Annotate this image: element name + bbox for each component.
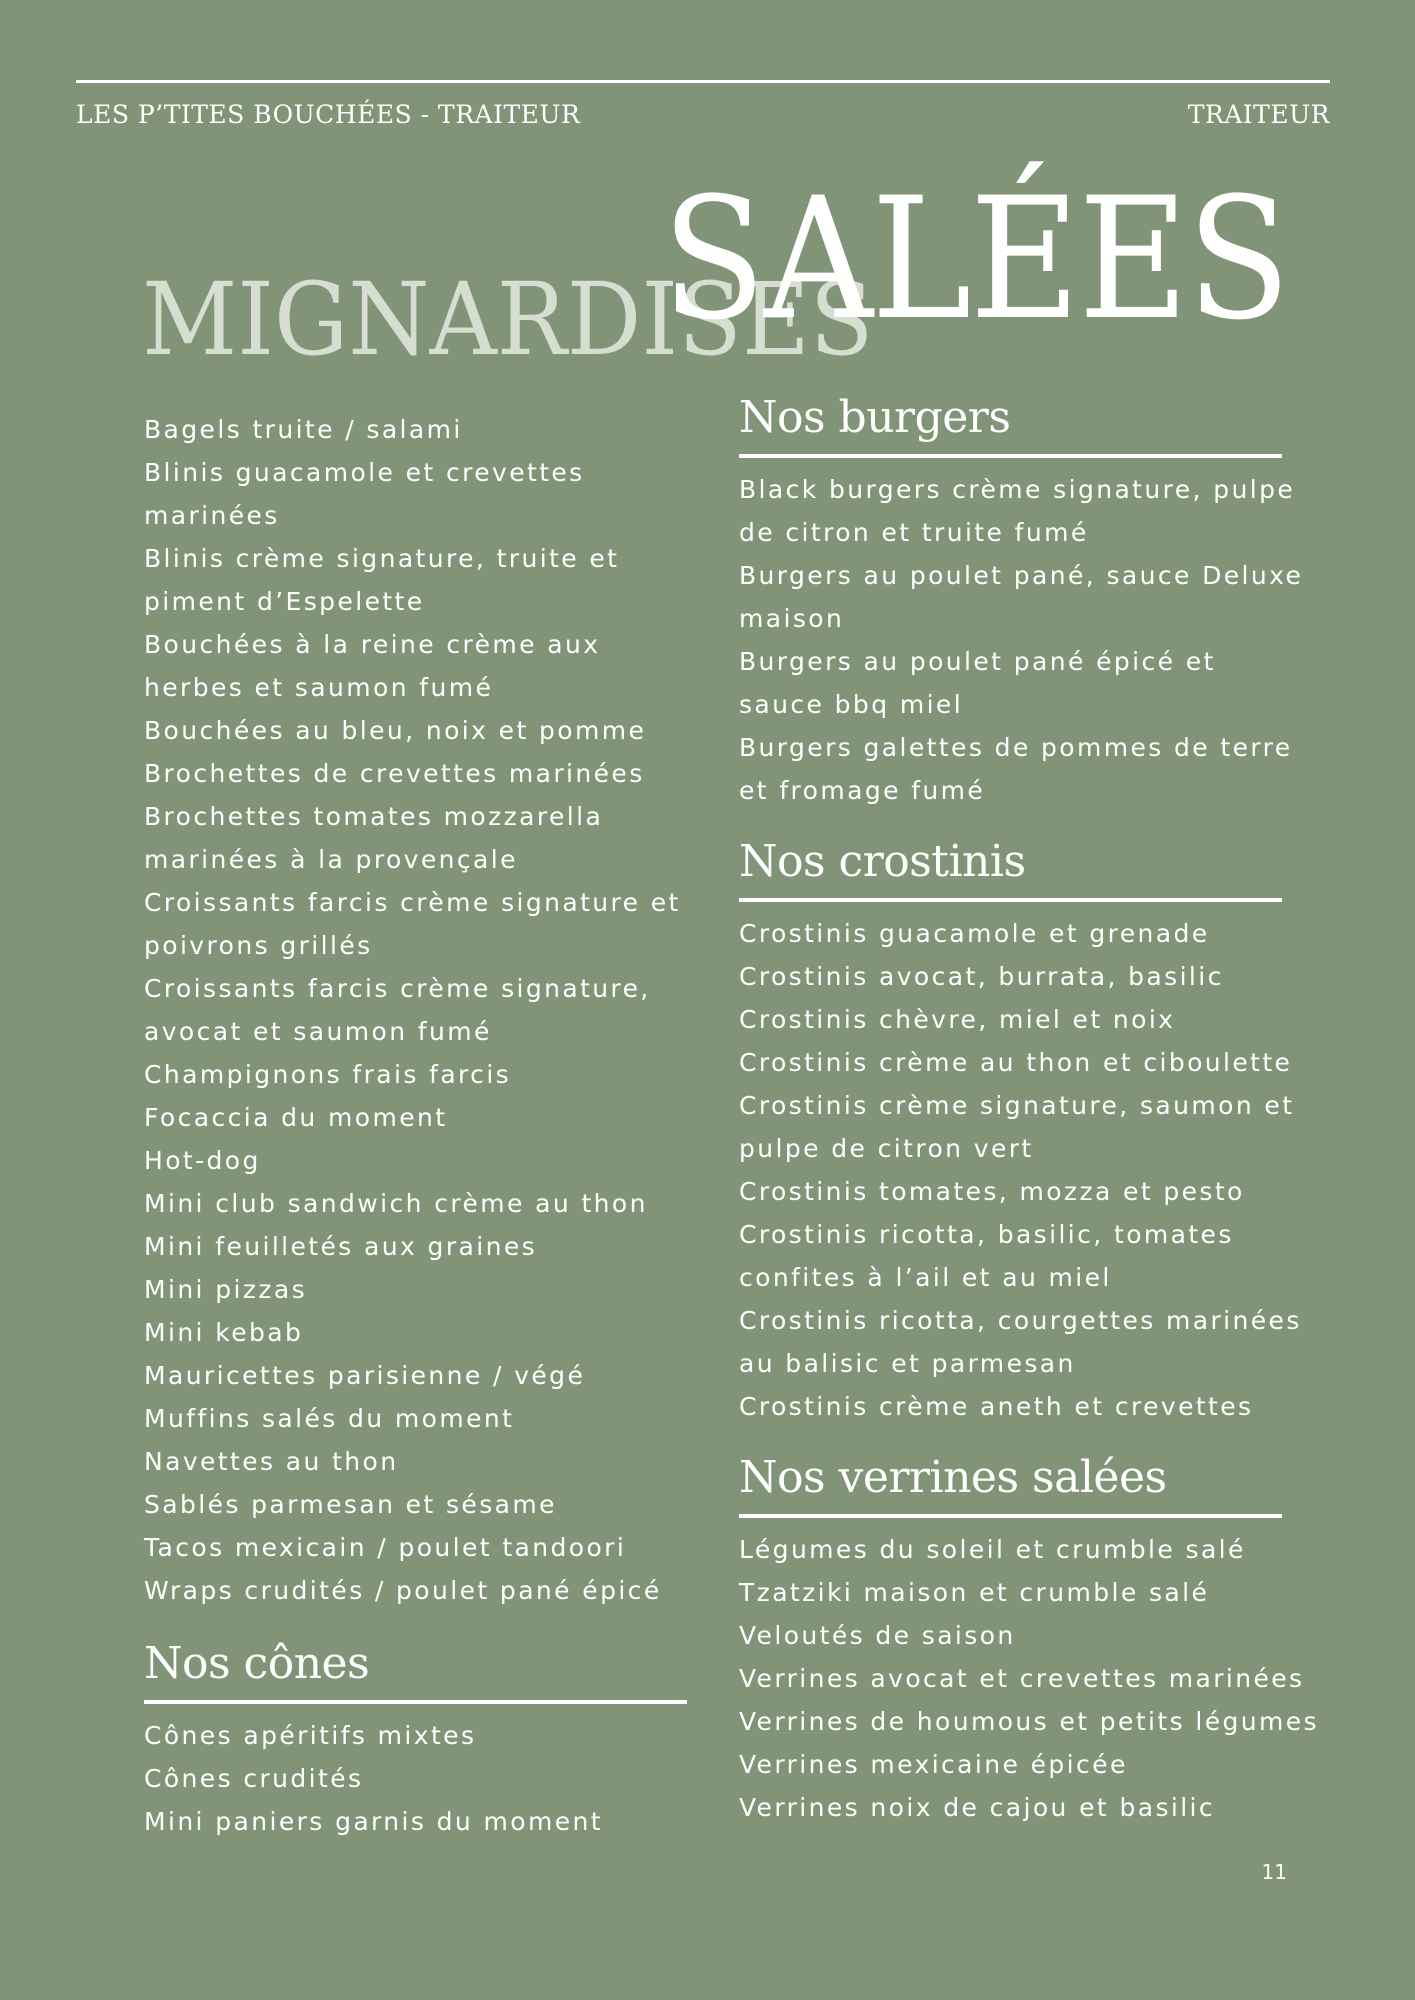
list-item: Crostinis tomates, mozza et pesto: [739, 1177, 1245, 1206]
list-item: marinées à la provençale: [144, 845, 518, 874]
left-column: [144, 408, 704, 1843]
top-rule: [76, 80, 1330, 83]
list-item: Crostinis crème au thon et ciboulette: [739, 1048, 1293, 1077]
list-item: Mini kebab: [144, 1318, 304, 1347]
page-number: 11: [1261, 1860, 1287, 1884]
list-item: Verrines de houmous et petits légumes: [739, 1707, 1319, 1736]
list-item: poivrons grillés: [144, 931, 373, 960]
list-item: Brochettes tomates mozzarella: [144, 802, 604, 831]
list-item: Navettes au thon: [144, 1447, 399, 1476]
list-item: Verrines avocat et crevettes marinées: [739, 1664, 1305, 1693]
list-item: Veloutés de saison: [739, 1621, 1016, 1650]
list-item: Crostinis ricotta, courgettes marinées: [739, 1306, 1302, 1335]
list-item: Sablés parmesan et sésame: [144, 1490, 557, 1519]
mignardises-list: [144, 408, 704, 1612]
list-item: marinées: [144, 501, 280, 530]
list-item: Focaccia du moment: [144, 1103, 448, 1132]
list-item: de citron et truite fumé: [739, 518, 1089, 547]
list-item: Bagels truite / salami: [144, 415, 463, 444]
list-item: pulpe de citron vert: [739, 1134, 1034, 1163]
list-item: Burgers au poulet pané, sauce Deluxe: [739, 561, 1304, 590]
section-title-cones: Nos cônes: [144, 1642, 687, 1704]
list-item: herbes et saumon fumé: [144, 673, 494, 702]
list-item: Wraps crudités / poulet pané épicé: [144, 1576, 662, 1605]
list-item: Mini club sandwich crème au thon: [144, 1189, 648, 1218]
list-item: Hot-dog: [144, 1146, 261, 1175]
list-item: sauce bbq miel: [739, 690, 964, 719]
list-item: Blinis guacamole et crevettes: [144, 458, 585, 487]
section-title-crostinis: Nos crostinis: [739, 840, 1282, 902]
list-item: Crostinis crème aneth et crevettes: [739, 1392, 1254, 1421]
list-item: piment d’Espelette: [144, 587, 425, 616]
list-item: Blinis crème signature, truite et: [144, 544, 620, 573]
list-item: Cônes crudités: [144, 1764, 364, 1793]
list-item: Crostinis ricotta, basilic, tomates: [739, 1220, 1234, 1249]
list-item: avocat et saumon fumé: [144, 1017, 492, 1046]
header-brand: LES P’TITES BOUCHÉES - TRAITEUR: [76, 100, 581, 129]
list-item: Mini pizzas: [144, 1275, 308, 1304]
list-item: Mini paniers garnis du moment: [144, 1807, 603, 1836]
list-item: Bouchées à la reine crème aux: [144, 630, 601, 659]
list-item: au balisic et parmesan: [739, 1349, 1076, 1378]
list-item: Crostinis guacamole et grenade: [739, 919, 1210, 948]
list-item: maison: [739, 604, 845, 633]
list-item: Black burgers crème signature, pulpe: [739, 475, 1296, 504]
verrines-section: [739, 1452, 1319, 1829]
section-title-verrines: Nos verrines salées: [739, 1456, 1282, 1518]
list-item: Crostinis crème signature, saumon et: [739, 1091, 1295, 1120]
crostinis-section: [739, 836, 1319, 1428]
section-title-burgers: Nos burgers: [739, 396, 1282, 458]
list-item: Tacos mexicain / poulet tandoori: [144, 1533, 627, 1562]
list-item: Croissants farcis crème signature et: [144, 888, 681, 917]
list-item: et fromage fumé: [739, 776, 986, 805]
list-item: Verrines mexicaine épicée: [739, 1750, 1128, 1779]
list-item: Crostinis avocat, burrata, basilic: [739, 962, 1224, 991]
list-item: Mauricettes parisienne / végé: [144, 1361, 586, 1390]
list-item: Champignons frais farcis: [144, 1060, 512, 1089]
list-item: Burgers au poulet pané épicé et: [739, 647, 1216, 676]
burgers-section: [739, 392, 1319, 812]
page-title-mignardises: MIGNARDISES: [142, 261, 874, 378]
list-item: Croissants farcis crème signature,: [144, 974, 651, 1003]
list-item: Verrines noix de cajou et basilic: [739, 1793, 1216, 1822]
page-title-salees: SALÉES: [662, 161, 1289, 357]
list-item: Burgers galettes de pommes de terre: [739, 733, 1293, 762]
cones-section: [144, 1638, 704, 1843]
list-item: Mini feuilletés aux graines: [144, 1232, 538, 1261]
list-item: Brochettes de crevettes marinées: [144, 759, 645, 788]
list-item: Cônes apéritifs mixtes: [144, 1721, 477, 1750]
header-section: TRAITEUR: [1187, 100, 1330, 129]
list-item: confites à l’ail et au miel: [739, 1263, 1112, 1292]
list-item: Tzatziki maison et crumble salé: [739, 1578, 1210, 1607]
list-item: Muffins salés du moment: [144, 1404, 515, 1433]
list-item: Bouchées au bleu, noix et pomme: [144, 716, 647, 745]
list-item: Légumes du soleil et crumble salé: [739, 1535, 1246, 1564]
right-column: [739, 392, 1319, 1829]
list-item: Crostinis chèvre, miel et noix: [739, 1005, 1176, 1034]
